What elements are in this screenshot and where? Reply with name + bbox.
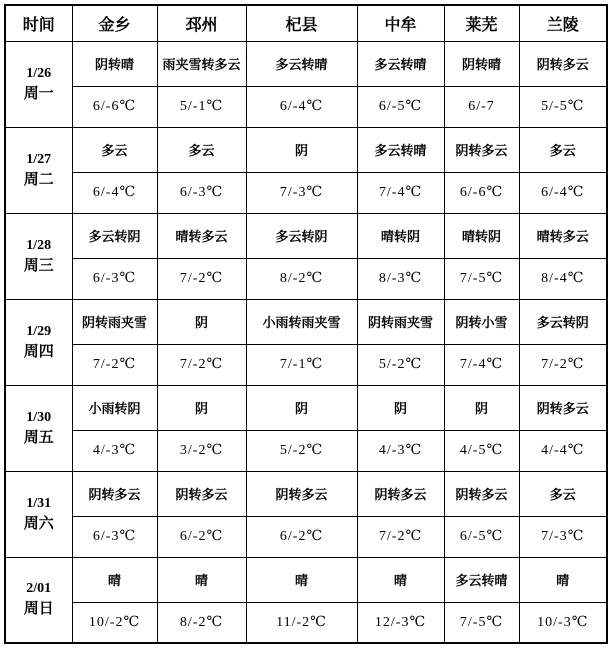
weather-condition-cell: 小雨转阴 xyxy=(72,385,157,430)
temperature-cell: 7/-3℃ xyxy=(519,516,607,557)
weekday-label: 周三 xyxy=(23,255,54,274)
weather-condition-cell: 晴 xyxy=(157,557,246,602)
time-cell xyxy=(5,127,72,213)
temperature-cell: 4/-5℃ xyxy=(444,430,519,471)
date-label: 1/30 xyxy=(26,409,52,425)
date-label: 1/26 xyxy=(26,65,52,81)
weather-row xyxy=(5,471,607,516)
weather-condition-cell: 阴转晴 xyxy=(444,41,519,86)
weather-condition-cell: 晴转多云 xyxy=(157,213,246,258)
time-cell-inner xyxy=(6,58,72,111)
weather-row xyxy=(5,127,607,172)
temperature-cell: 7/-2℃ xyxy=(157,258,246,299)
weekday-label: 周一 xyxy=(23,83,54,102)
temperature-row xyxy=(5,430,607,471)
weather-forecast-table xyxy=(4,4,608,644)
temperature-row xyxy=(5,86,607,127)
temperature-row xyxy=(5,172,607,213)
temperature-cell: 7/-3℃ xyxy=(246,172,357,213)
temperature-cell: 6/-2℃ xyxy=(157,516,246,557)
weather-condition-cell: 阴转雨夹雪 xyxy=(72,299,157,344)
weather-condition-cell: 多云 xyxy=(519,471,607,516)
header-row xyxy=(5,5,607,41)
weather-condition-cell: 晴转阴 xyxy=(357,213,444,258)
temperature-cell: 5/-1℃ xyxy=(157,86,246,127)
weekday-label: 周五 xyxy=(23,427,54,446)
weather-condition-cell: 晴 xyxy=(246,557,357,602)
temperature-row xyxy=(5,516,607,557)
temperature-cell: 6/-4℃ xyxy=(246,86,357,127)
column-header: 邳州 xyxy=(157,5,246,41)
weather-condition-cell: 阴 xyxy=(157,299,246,344)
temperature-cell: 11/-2℃ xyxy=(246,602,357,643)
weather-condition-cell: 阴 xyxy=(444,385,519,430)
column-header: 金乡 xyxy=(72,5,157,41)
time-cell-inner xyxy=(6,230,72,283)
date-label: 1/27 xyxy=(26,151,52,167)
weather-condition-cell: 多云转阴 xyxy=(519,299,607,344)
time-cell xyxy=(5,213,72,299)
temperature-cell: 5/-2℃ xyxy=(357,344,444,385)
temperature-cell: 4/-3℃ xyxy=(357,430,444,471)
temperature-row xyxy=(5,344,607,385)
temperature-cell: 8/-2℃ xyxy=(157,602,246,643)
temperature-cell: 6/-5℃ xyxy=(444,516,519,557)
weather-row xyxy=(5,299,607,344)
time-cell xyxy=(5,385,72,471)
weather-condition-cell: 多云转晴 xyxy=(444,557,519,602)
table-header xyxy=(5,5,607,41)
column-header: 中牟 xyxy=(357,5,444,41)
time-cell-inner xyxy=(6,402,72,455)
temperature-cell: 7/-2℃ xyxy=(357,516,444,557)
time-cell xyxy=(5,41,72,127)
temperature-cell: 6/-3℃ xyxy=(72,258,157,299)
date-label: 2/01 xyxy=(26,581,52,597)
weather-condition-cell: 晴 xyxy=(519,557,607,602)
date-label: 1/29 xyxy=(26,323,52,339)
temperature-cell: 10/-2℃ xyxy=(72,602,157,643)
weather-condition-cell: 阴 xyxy=(246,385,357,430)
weekday-label: 周二 xyxy=(23,169,54,188)
time-cell xyxy=(5,557,72,643)
date-label: 1/28 xyxy=(26,237,52,253)
weather-condition-cell: 多云转阴 xyxy=(246,213,357,258)
temperature-cell: 4/-4℃ xyxy=(519,430,607,471)
weather-condition-cell: 阴转多云 xyxy=(157,471,246,516)
temperature-cell: 6/-2℃ xyxy=(246,516,357,557)
date-label: 1/31 xyxy=(26,495,52,511)
temperature-cell: 6/-3℃ xyxy=(157,172,246,213)
temperature-cell: 7/-4℃ xyxy=(444,344,519,385)
temperature-cell: 8/-3℃ xyxy=(357,258,444,299)
temperature-cell: 7/-1℃ xyxy=(246,344,357,385)
temperature-cell: 6/-6℃ xyxy=(72,86,157,127)
temperature-cell: 7/-4℃ xyxy=(357,172,444,213)
temperature-cell: 3/-2℃ xyxy=(157,430,246,471)
temperature-cell: 6/-4℃ xyxy=(519,172,607,213)
weather-condition-cell: 多云转晴 xyxy=(246,41,357,86)
table-body xyxy=(5,41,607,643)
time-cell xyxy=(5,471,72,557)
weekday-label: 周六 xyxy=(23,513,54,532)
weather-row xyxy=(5,385,607,430)
weather-condition-cell: 雨夹雪转多云 xyxy=(157,41,246,86)
time-cell xyxy=(5,299,72,385)
temperature-cell: 7/-2℃ xyxy=(519,344,607,385)
temperature-cell: 8/-4℃ xyxy=(519,258,607,299)
weather-condition-cell: 晴转多云 xyxy=(519,213,607,258)
weather-condition-cell: 阴转多云 xyxy=(519,41,607,86)
temperature-cell: 8/-2℃ xyxy=(246,258,357,299)
temperature-row xyxy=(5,602,607,643)
weather-condition-cell: 阴转多云 xyxy=(246,471,357,516)
temperature-cell: 7/-2℃ xyxy=(157,344,246,385)
weather-condition-cell: 阴 xyxy=(246,127,357,172)
weather-row xyxy=(5,557,607,602)
weather-condition-cell: 阴转多云 xyxy=(444,127,519,172)
weekday-label: 周四 xyxy=(23,341,54,360)
weather-condition-cell: 阴转雨夹雪 xyxy=(357,299,444,344)
temperature-cell: 6/-6℃ xyxy=(444,172,519,213)
time-cell-inner xyxy=(6,573,72,626)
weekday-label: 周日 xyxy=(23,599,54,618)
temperature-cell: 7/-5℃ xyxy=(444,602,519,643)
temperature-cell: 5/-2℃ xyxy=(246,430,357,471)
temperature-cell: 7/-5℃ xyxy=(444,258,519,299)
column-header: 杞县 xyxy=(246,5,357,41)
temperature-cell: 6/-7 xyxy=(444,86,519,127)
column-header: 时间 xyxy=(5,5,72,41)
temperature-cell: 6/-5℃ xyxy=(357,86,444,127)
temperature-cell: 12/-3℃ xyxy=(357,602,444,643)
temperature-cell: 6/-3℃ xyxy=(72,516,157,557)
temperature-row xyxy=(5,258,607,299)
column-header: 兰陵 xyxy=(519,5,607,41)
temperature-cell: 7/-2℃ xyxy=(72,344,157,385)
weather-condition-cell: 多云转阴 xyxy=(72,213,157,258)
weather-row xyxy=(5,41,607,86)
temperature-cell: 10/-3℃ xyxy=(519,602,607,643)
weather-condition-cell: 晴 xyxy=(357,557,444,602)
weather-condition-cell: 多云 xyxy=(519,127,607,172)
weather-condition-cell: 晴 xyxy=(72,557,157,602)
weather-condition-cell: 多云 xyxy=(72,127,157,172)
weather-condition-cell: 阴 xyxy=(157,385,246,430)
temperature-cell: 6/-4℃ xyxy=(72,172,157,213)
weather-condition-cell: 阴转多云 xyxy=(72,471,157,516)
weather-condition-cell: 阴 xyxy=(357,385,444,430)
weather-condition-cell: 晴转阴 xyxy=(444,213,519,258)
time-cell-inner xyxy=(6,488,72,541)
weather-row xyxy=(5,213,607,258)
weather-condition-cell: 多云转晴 xyxy=(357,127,444,172)
weather-condition-cell: 阴转多云 xyxy=(519,385,607,430)
time-cell-inner xyxy=(6,316,72,369)
weather-condition-cell: 小雨转雨夹雪 xyxy=(246,299,357,344)
weather-condition-cell: 阴转多云 xyxy=(444,471,519,516)
time-cell-inner xyxy=(6,144,72,197)
column-header: 莱芜 xyxy=(444,5,519,41)
weather-condition-cell: 阴转小雪 xyxy=(444,299,519,344)
weather-condition-cell: 多云 xyxy=(157,127,246,172)
weather-condition-cell: 阴转晴 xyxy=(72,41,157,86)
temperature-cell: 4/-3℃ xyxy=(72,430,157,471)
temperature-cell: 5/-5℃ xyxy=(519,86,607,127)
weather-condition-cell: 多云转晴 xyxy=(357,41,444,86)
weather-condition-cell: 阴转多云 xyxy=(357,471,444,516)
